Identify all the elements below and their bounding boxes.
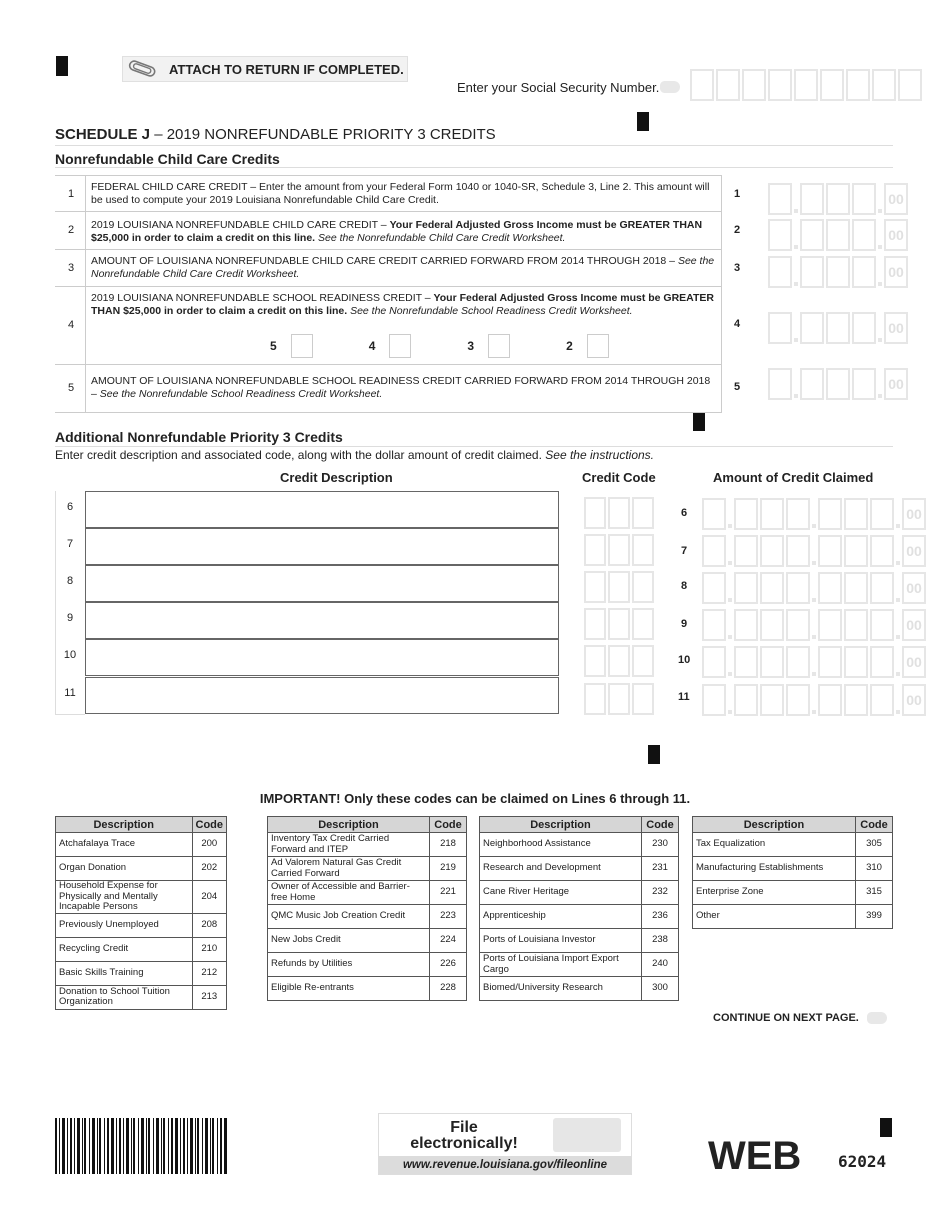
registration-mark [693,412,705,431]
line-4-amount-input[interactable]: 00 [768,312,908,344]
attach-text: ATTACH TO RETURN IF COMPLETED. [169,61,404,77]
section-heading-child-care: Nonrefundable Child Care Credits [55,151,280,167]
registration-mark [637,112,649,131]
line-8-amount-input[interactable]: 00 [702,572,926,604]
line-10-amount-input[interactable]: 00 [702,646,926,678]
pointing-hand-icon [660,81,680,93]
table-row: Apprenticeship 236 [480,905,679,929]
credit-code-input[interactable] [584,683,656,715]
line-6-amount-input[interactable]: 00 [702,498,926,530]
ssn-label: Enter your Social Security Number. [457,80,660,95]
line-3-row: 3 AMOUNT OF LOUISIANA NONREFUNDABLE CHILD CARE CREDIT CARRIED FORWARD FROM 2014 THROUGH 2018 – See the Nonrefundable Child Care Credit Worksheet. [55,249,722,287]
table-row: Neighborhood Assistance 230 [480,833,679,857]
page-title: SCHEDULE J – 2019 NONREFUNDABLE PRIORITY 3 CREDITS [55,126,496,143]
table-row: Recycling Credit 210 [56,937,227,961]
line-1-text: FEDERAL CHILD CARE CREDIT – Enter the amount from your Federal Form 1040 or 1040-SR, Schedule 3, Line 2. This amount will be used to compute your 2019 Louisiana Nonrefundable Child Care Credit. [91,181,710,206]
laptop-icon [553,1118,621,1152]
line-1-amount-input[interactable]: 00 [768,183,908,215]
table-row: New Jobs Credit 224 [268,929,467,953]
line-8-number: 8 [681,580,688,592]
line-7-amount-input[interactable]: 00 [702,535,926,567]
line-10-number: 10 [678,654,691,666]
credit-row: 7 [55,528,559,565]
line-5-number: 5 [734,381,741,393]
school-readiness-star-boxes: 5 4 3 2 [270,334,609,358]
table-row: Ad Valorem Natural Gas Credit Carried Forward 219 [268,857,467,881]
web-label: WEB [708,1134,802,1178]
file-electronically-banner[interactable]: File electronically! www.revenue.louisiana.gov/fileonline [378,1113,632,1175]
line-2-number: 2 [734,224,741,236]
codes-table-4: Description Code Tax Equalization 305 Manufacturing Establishments 310 Enterprise Zone 315 Other 399 [692,816,893,929]
credit-description-input[interactable] [85,639,559,676]
credit-description-input[interactable] [85,602,559,639]
table-row: Organ Donation 202 [56,857,227,881]
line-9-amount-input[interactable]: 00 [702,609,926,641]
line-3-amount-input[interactable]: 00 [768,256,908,288]
line-11-amount-input[interactable]: 00 [702,684,926,716]
credit-row: 11 [55,677,559,714]
credit-code-input[interactable] [584,571,656,603]
line-2-row: 2 2019 LOUISIANA NONREFUNDABLE CHILD CARE CREDIT – Your Federal Adjusted Gross Income must be GREATER THAN $25,000 in order to claim a credit on this line. See the Nonrefundable Child Care Credit Worksheet. [55,211,722,250]
star-4-input[interactable] [389,334,411,358]
table-row: Other 399 [693,905,893,929]
important-notice: IMPORTANT! Only these codes can be claimed on Lines 6 through 11. [259,791,691,806]
line-3-number: 3 [734,262,741,274]
column-header-description: Credit Description [280,470,393,485]
credit-description-input[interactable] [85,565,559,602]
credit-description-input[interactable] [85,491,559,528]
paperclip-icon [127,60,157,78]
credit-row: 9 [55,602,559,639]
credit-description-input[interactable] [85,528,559,565]
file-online-url[interactable]: www.revenue.louisiana.gov/fileonline [379,1156,631,1174]
ssn-input[interactable] [690,69,924,101]
credit-row: 8 [55,565,559,602]
star-5-input[interactable] [291,334,313,358]
line-7-number: 7 [681,545,688,557]
codes-table-1: Description Code Atchafalaya Trace 200 Organ Donation 202 Household Expense for Physically and Mentally Incapable Persons 204 Previously Unemployed 208 Recycling Credit 210 Basic Skills Training 212 Donation to School Tuition Organization 213 [55,816,227,1010]
line-11-number: 11 [678,691,690,703]
table-row: Refunds by Utilities 226 [268,953,467,977]
table-row: Cane River Heritage 232 [480,881,679,905]
line-9-number: 9 [681,618,688,630]
column-header-code: Credit Code [582,470,656,485]
line-5-row: 5 AMOUNT OF LOUISIANA NONREFUNDABLE SCHOOL READINESS CREDIT CARRIED FORWARD FROM 2014 THROUGH 2018 – See the Nonrefundable School Readiness Credit Worksheet. [55,364,722,413]
line-6-number: 6 [681,507,688,519]
table-row: Inventory Tax Credit Carried Forward and ITEP 218 [268,833,467,857]
credit-row: 6 [55,491,559,528]
registration-mark [648,745,660,764]
table-row: Research and Development 231 [480,857,679,881]
line-5-amount-input[interactable]: 00 [768,368,908,400]
table-row: Owner of Accessible and Barrier-free Home 221 [268,881,467,905]
line-4-row: 4 2019 LOUISIANA NONREFUNDABLE SCHOOL READINESS CREDIT – Your Federal Adjusted Gross Income must be GREATER THAN $25,000 in order to claim a credit on this line. See the Nonrefundable School Readiness Credit Worksheet. [55,286,722,365]
line-4-number: 4 [734,318,741,330]
table-row: Household Expense for Physically and Mentally Incapable Persons 204 [56,881,227,914]
credit-code-input[interactable] [584,608,656,640]
star-3-input[interactable] [488,334,510,358]
credit-code-input[interactable] [584,497,656,529]
registration-mark [880,1118,892,1137]
star-2-input[interactable] [587,334,609,358]
table-row: Eligible Re-entrants 228 [268,977,467,1001]
table-row: Biomed/University Research 300 [480,977,679,1001]
section-heading-additional: Additional Nonrefundable Priority 3 Credits [55,429,343,445]
table-row: Atchafalaya Trace 200 [56,833,227,857]
codes-table-3: Description Code Neighborhood Assistance 230 Research and Development 231 Cane River Heritage 232 Apprenticeship 236 Ports of Louisiana Investor 238 Ports of Louisiana Import Export Cargo 240 Biomed/University Research 300 [479,816,679,1001]
credit-row: 10 [55,639,559,676]
line-1-number: 1 [734,188,741,200]
barcode [55,1118,227,1174]
attach-banner [122,56,408,82]
table-row: Tax Equalization 305 [693,833,893,857]
table-row: Previously Unemployed 208 [56,913,227,937]
credit-description-input[interactable] [85,677,559,714]
table-row: Ports of Louisiana Import Export Cargo 240 [480,953,679,977]
codes-table-2: Description Code Inventory Tax Credit Carried Forward and ITEP 218 Ad Valorem Natural Gas Credit Carried Forward 219 Owner of Accessible and Barrier-free Home 221 QMC Music Job Creation Credit 223 New Jobs Credit 224 Refunds by Utilities 226 Eligible Re-entrants 228 [267,816,467,1001]
table-row: Enterprise Zone 315 [693,881,893,905]
line-1-row: 1 FEDERAL CHILD CARE CREDIT – Enter the amount from your Federal Form 1040 or 1040-SR, Schedule 3, Line 2. This amount will be used to compute your 2019 Louisiana Nonrefundable Child Care Credit. [55,175,722,212]
credit-code-input[interactable] [584,534,656,566]
registration-mark [56,56,68,76]
pointing-hand-icon [867,1012,887,1024]
credit-code-input[interactable] [584,645,656,677]
line-2-amount-input[interactable]: 00 [768,219,908,251]
table-row: Basic Skills Training 212 [56,961,227,985]
table-row: Manufacturing Establishments 310 [693,857,893,881]
form-number: 62024 [838,1152,887,1171]
table-row: QMC Music Job Creation Credit 223 [268,905,467,929]
table-row: Ports of Louisiana Investor 238 [480,929,679,953]
column-header-amount: Amount of Credit Claimed [713,470,874,485]
table-row: Donation to School Tuition Organization 213 [56,985,227,1009]
section-instructions: Enter credit description and associated code, along with the dollar amount of credit claimed. See the instructions. [55,448,655,462]
continue-notice: CONTINUE ON NEXT PAGE. [713,1012,887,1024]
